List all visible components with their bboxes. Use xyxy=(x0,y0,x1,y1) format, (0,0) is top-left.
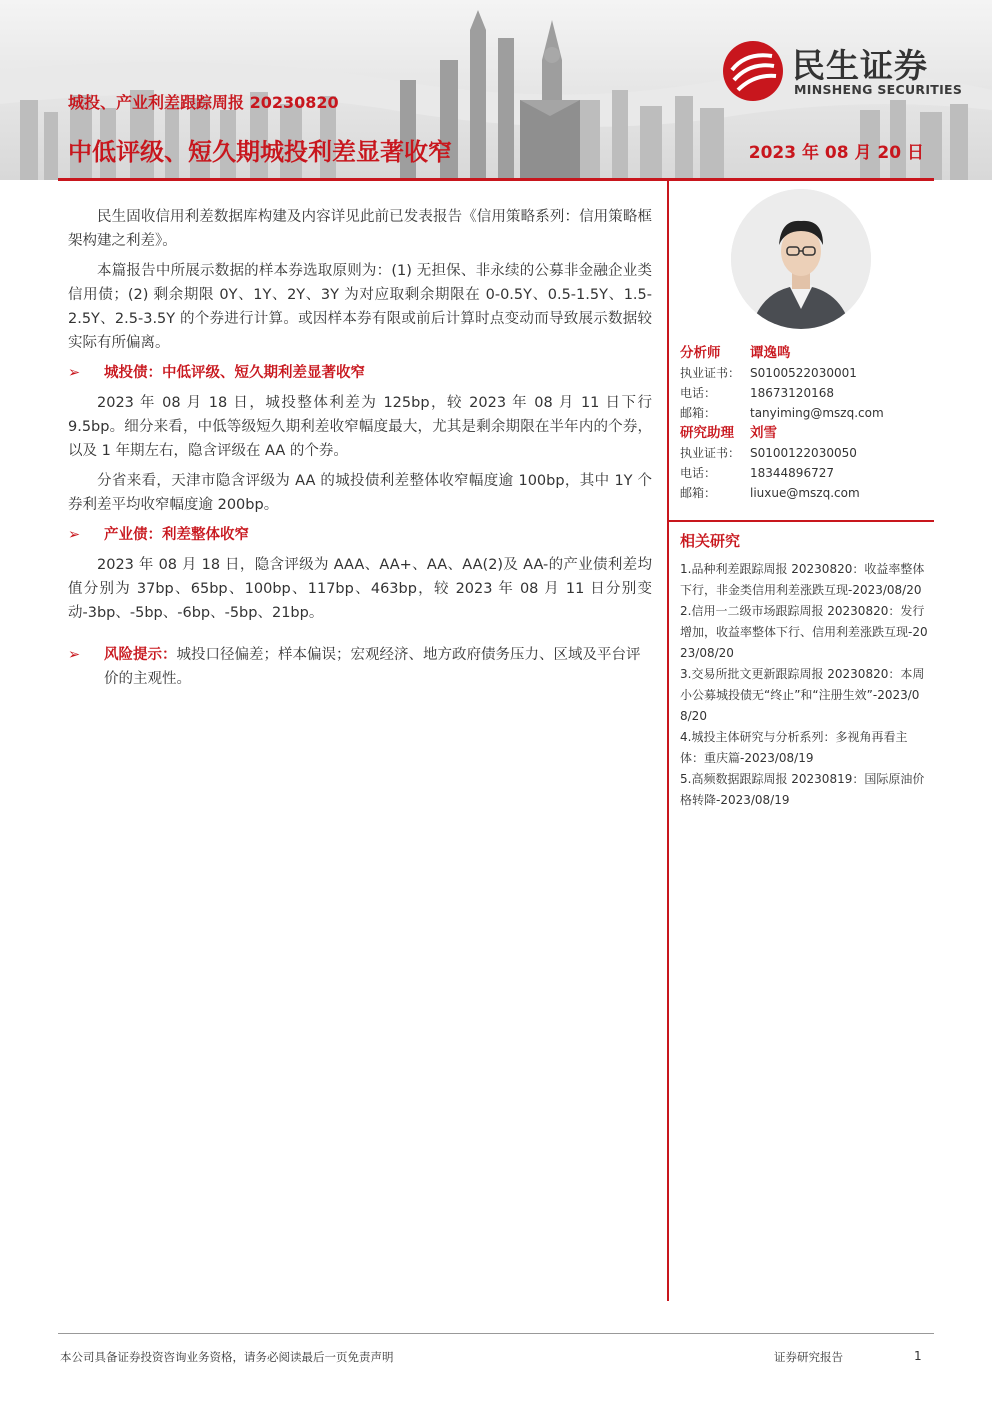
phone-number: 18344896727 xyxy=(750,466,834,480)
sidebar-divider xyxy=(669,520,934,522)
body-paragraph: 分省来看，天津市隐含评级为 AA 的城投债利差整体收窄幅度逾 100bp，其中 1Y 个券利差平均收窄幅度逾 200bp。 xyxy=(68,473,652,513)
assistant-phone-row xyxy=(680,463,934,483)
footer-disclaimer: 本公司具备证券投资咨询业务资格，请务必阅读最后一页免责声明 xyxy=(60,1350,394,1364)
section-heading-chengtou xyxy=(68,361,652,385)
minsheng-logo-icon xyxy=(722,40,784,102)
analyst-info xyxy=(680,343,934,503)
cert-number: S0100122030050 xyxy=(750,446,857,460)
cert-label: 执业证书： xyxy=(680,366,741,380)
section-heading-chanye xyxy=(68,523,652,547)
series-title: 城投、产业利差跟踪周报 20230820 xyxy=(68,93,339,112)
related-research-item[interactable]: 3.交易所批文更新跟踪周报 20230820：本周小公募城投债无“终止”和“注册生效”-2023/08/20 xyxy=(680,667,925,723)
report-title: 中低评级、短久期城投利差显著收窄 xyxy=(68,138,452,166)
intro-paragraph: 民生固收信用利差数据库构建及内容详见此前已发表报告《信用策略系列：信用策略框架构建之利差》。 xyxy=(68,209,652,249)
email-address[interactable]: liuxue@mszq.com xyxy=(750,486,860,500)
section-title: 城投债：中低评级、短久期利差显著收窄 xyxy=(104,365,365,381)
bullet-arrow-icon: ➢ xyxy=(68,527,81,543)
phone-number: 18673120168 xyxy=(750,386,834,400)
report-date: 2023 年 08 月 20 日 xyxy=(748,143,924,163)
analyst-name: 谭逸鸣 xyxy=(750,345,791,361)
assistant-role: 研究助理 xyxy=(680,425,734,441)
column-divider xyxy=(667,181,669,1301)
related-research-item[interactable]: 2.信用一二级市场跟踪周报 20230820：发行增加，收益率整体下行、信用利差涨跌互现-2023/08/20 xyxy=(680,604,928,660)
header-divider xyxy=(58,178,934,181)
body-paragraph: 2023 年 08 月 18 日，隐含评级为 AAA、AA+、AA、AA(2)及 AA-的产业债利差均值分别为 37bp、65bp、100bp、117bp、463bp，较 2023 年 08 月 11 日分别变动-3bp、-5bp、-6bp、-5bp、21bp。 xyxy=(68,557,652,621)
brand-name-en: MINSHENG SECURITIES xyxy=(794,82,963,97)
phone-label: 电话： xyxy=(680,386,717,400)
analyst-portrait-image xyxy=(731,189,871,329)
email-address[interactable]: tanyiming@mszq.com xyxy=(750,406,884,420)
risk-warning xyxy=(68,643,652,691)
risk-text: 城投口径偏差；样本偏误；宏观经济、地方政府债务压力、区域及平台评价的主观性。 xyxy=(104,647,641,687)
analyst-photo xyxy=(731,189,871,329)
body-paragraph: 2023 年 08 月 18 日，城投整体利差为 125bp，较 2023 年 08 月 11 日下行 9.5bp。细分来看，中低等级短久期利差收窄幅度最大，尤其是剩余期限在半年内的个券，以及 1 年期左右，隐含评级在 AA 的个券。 xyxy=(68,395,652,459)
related-research-item[interactable]: 4.城投主体研究与分析系列：多视角再看主体：重庆篇-2023/08/19 xyxy=(680,730,908,765)
email-label: 邮箱： xyxy=(680,406,717,420)
email-label: 邮箱： xyxy=(680,486,717,500)
assistant-name: 刘雪 xyxy=(750,425,777,441)
assistant-cert-row xyxy=(680,443,934,463)
cert-label: 执业证书： xyxy=(680,446,741,460)
analyst-cert-row xyxy=(680,363,934,383)
analyst-role: 分析师 xyxy=(680,345,721,361)
analyst-email-row xyxy=(680,403,934,423)
cert-number: S0100522030001 xyxy=(750,366,857,380)
footer-divider xyxy=(58,1333,934,1334)
analyst-row xyxy=(680,343,934,363)
risk-label: 风险提示： xyxy=(104,647,177,663)
related-research-title: 相关研究 xyxy=(680,532,741,550)
brand-name-cn: 民生证券 xyxy=(792,46,928,85)
page-number: 1 xyxy=(914,1349,922,1363)
assistant-row xyxy=(680,423,934,443)
footer-report-type: 证券研究报告 xyxy=(774,1350,843,1364)
intro-paragraph: 本篇报告中所展示数据的样本券选取原则为：(1) 无担保、非永续的公募非金融企业类信用债；(2) 剩余期限 0Y、1Y、2Y、3Y 为对应取剩余期限在 0-0.5Y、0.5-1.5Y、1.5-2.5Y、2.5-3.5Y 的个券进行计算。或因样本券有限或前后计算时点变动而导致展示数据较实际有所偏离。 xyxy=(68,263,652,351)
bullet-arrow-icon: ➢ xyxy=(68,647,81,663)
analyst-phone-row xyxy=(680,383,934,403)
main-content xyxy=(68,205,652,691)
related-research xyxy=(680,530,930,811)
assistant-email-row xyxy=(680,483,934,503)
header-banner xyxy=(0,0,992,180)
related-research-item[interactable]: 5.高频数据跟踪周报 20230819：国际原油价格转降-2023/08/19 xyxy=(680,772,925,807)
section-title: 产业债：利差整体收窄 xyxy=(104,527,249,543)
bullet-arrow-icon: ➢ xyxy=(68,365,81,381)
phone-label: 电话： xyxy=(680,466,717,480)
related-research-item[interactable]: 1.品种利差跟踪周报 20230820：收益率整体下行，非金类信用利差涨跌互现-2023/08/20 xyxy=(680,562,925,597)
